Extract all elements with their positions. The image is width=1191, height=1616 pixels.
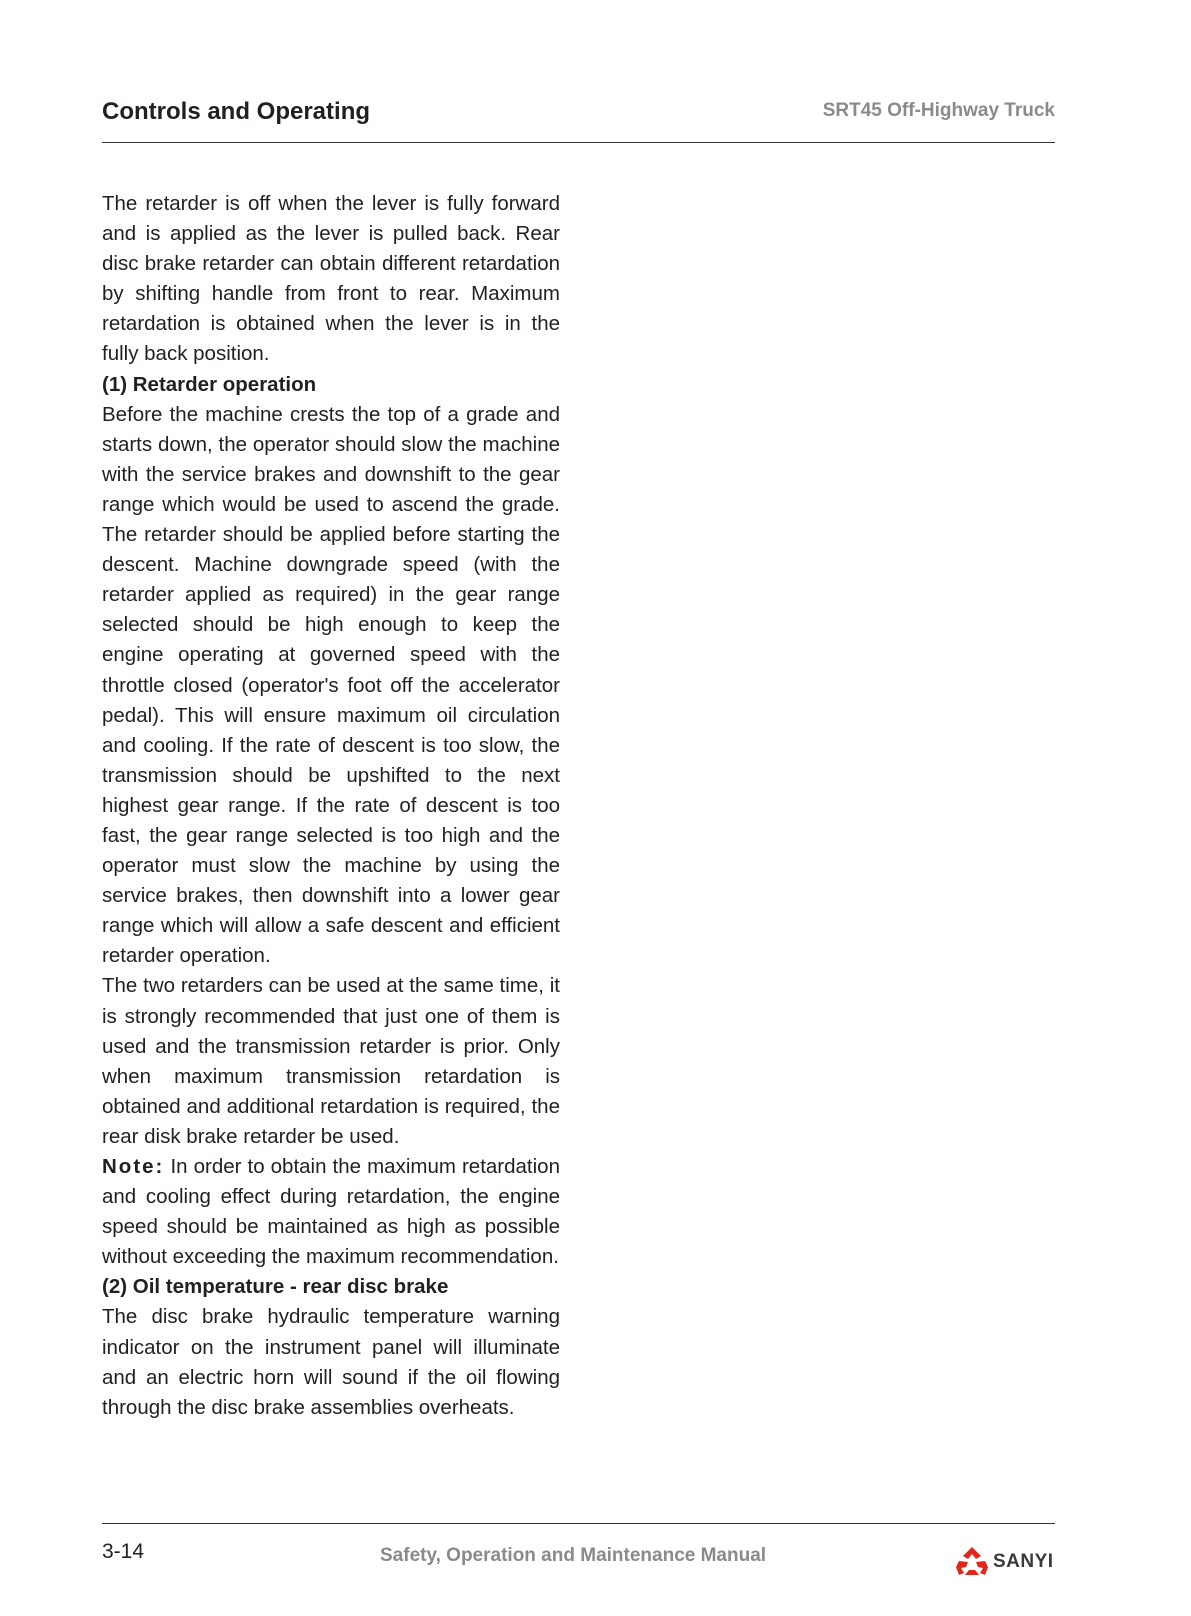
manual-title: Safety, Operation and Maintenance Manual xyxy=(380,1545,767,1566)
section-title: Controls and Operating xyxy=(102,98,371,125)
product-title: SRT45 Off-Highway Truck xyxy=(822,100,1055,121)
heading-oil-temperature: (2) Oil temperature - rear disc brake xyxy=(102,1275,449,1299)
body-text-column xyxy=(102,189,560,1423)
page-number: 3-14 xyxy=(102,1540,145,1563)
note-label: Note: xyxy=(102,1155,165,1178)
note-text: In order to obtain the maximum retardation and cooling effect during retardation, the engine speed should be maintained as high as possible without exceeding the maximum recommendation. xyxy=(102,1155,560,1269)
footer-divider xyxy=(102,1523,1055,1524)
sanyi-logo-icon xyxy=(955,1545,989,1579)
heading-retarder-operation: (1) Retarder operation xyxy=(102,372,317,396)
note-paragraph xyxy=(102,1152,560,1272)
paragraph-retarder-operation: Before the machine crests the top of a grade and starts down, the operator should slow the machine with the service brakes and downshift to the gear range which would be used to ascend the grade. The retarder should be applied before starting the descent. Machine downgrade speed (with the retarder applied as required) in the gear range selected should be high enough to keep the engine operating at governed speed with the throttle closed (operator's foot off the accelerator pedal). This will ensure maximum oil circulation and cooling. If the rate of descent is too slow, the transmission should be upshifted to the next highest gear range. If the rate of descent is too fast, the gear range selected is too high and the operator must slow the machine by using the service brakes, then downshift into a lower gear range which will allow a safe descent and efficient retarder operation. xyxy=(102,402,560,968)
logo-text: SANYI xyxy=(993,1551,1054,1572)
paragraph-oil-temperature: The disc brake hydraulic temperature warning indicator on the instrument panel will illuminate and an electric horn will sound if the oil flowing through the disc brake assemblies overheats. xyxy=(102,1305,560,1419)
sanyi-logo xyxy=(955,1545,1054,1579)
header-divider xyxy=(102,142,1055,143)
paragraph-two-retarders: The two retarders can be used at the same time, it is strongly recommended that just one of them is used and the transmission retarder is prior. Only when maximum transmission retardation is obtained and additional retardation is required, the rear disk brake retarder be used. xyxy=(102,974,560,1148)
paragraph-retarder-lever: The retarder is off when the lever is fully forward and is applied as the lever is pulled back. Rear disc brake retarder can obtain different retardation by shifting handle from front to rear. Maximum retardation is obtained when the lever is in the fully back position. xyxy=(102,192,560,366)
